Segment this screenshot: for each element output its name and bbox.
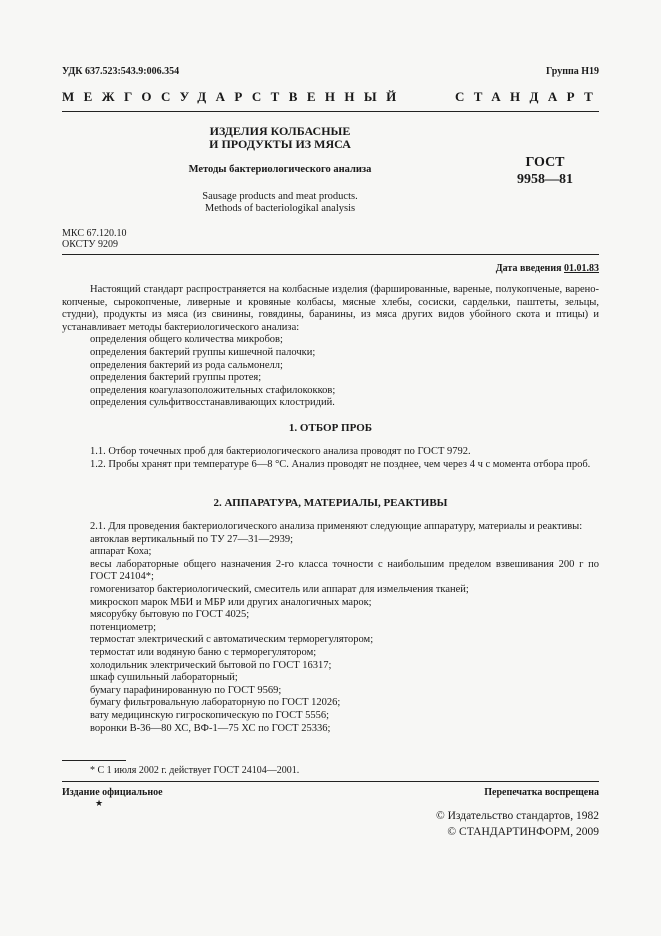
list-item: бумагу парафинированную по ГОСТ 9569; — [90, 684, 282, 696]
list-item: термостат или водяную баню с терморегулятором; — [90, 646, 317, 658]
paragraph-1-2: 1.2. Пробы хранят при температуре 6—8 °С. Анализ проводят не позднее, чем через 4 ч с момента отбора проб. — [90, 458, 591, 470]
banner-standard: СТАНДАРТ — [455, 89, 603, 104]
section-2-title: 2. АППАРАТУРА, МАТЕРИАЛЫ, РЕАКТИВЫ — [213, 497, 448, 509]
banner-interstate: МЕЖГОСУДАРСТВЕННЫЙ — [62, 89, 406, 104]
section-1-body — [62, 446, 599, 471]
english-title-2: Methods of bacteriologikal analysis — [204, 203, 356, 214]
list-item: определения бактерий группы кишечной палочки; — [90, 346, 316, 358]
gost-number: 9958—81 — [517, 172, 573, 187]
group-code: Группа Н19 — [546, 66, 599, 77]
copyright-2009: © СТАНДАРТИНФОРМ, 2009 — [447, 826, 599, 838]
list-item: термостат электрический с автоматическим терморегулятором; — [90, 634, 374, 646]
intro-paragraph: Настоящий стандарт распространяется на колбасные изделия (фаршированные, вареные, полукопченые, варено-копченые, сырокопченые, ливерные и кровяные колбасы, мясные хлебы, сосиски, сардельки, паштеты, зельцы, студни), продукты из мяса (из свинины, говядины, баранины, из мяса других видов убойного скота и птицы) и устанавливает методы бактериологического анализа: — [62, 284, 599, 333]
list-item: автоклав вертикальный по ТУ 27—31—2939; — [90, 533, 294, 545]
list-item: бумагу фильтровальную лабораторную по ГОСТ 12026; — [90, 697, 341, 709]
official-edition: Издание официальное — [62, 787, 163, 798]
title-line-2: И ПРОДУКТЫ ИЗ МЯСА — [209, 137, 351, 151]
footnote-rule — [62, 760, 126, 761]
list-item: потенциометр; — [90, 621, 157, 633]
intro-section — [62, 284, 599, 410]
footnote: * С 1 июля 2002 г. действует ГОСТ 24104—2001. — [90, 765, 300, 776]
list-item: аппарат Коха; — [90, 546, 152, 558]
intro-date-label: Дата введения — [495, 263, 562, 274]
list-item: весы лабораторные общего назначения 2-го класса точности с наибольшим пределом взвешивания 200 г по ГОСТ 24104*; — [90, 558, 599, 583]
list-item: определения бактерий группы протея; — [90, 372, 262, 384]
list-item: микроскоп марок МБИ и МБР или других аналогичных марок; — [90, 596, 372, 608]
star-icon: ★ — [95, 798, 104, 808]
copyright-1982: © Издательство стандартов, 1982 — [435, 810, 599, 822]
footer-rule — [62, 781, 599, 782]
header-rule — [62, 111, 599, 112]
udk-code: УДК 637.523:543.9:006.354 — [62, 66, 180, 77]
gost-label: ГОСТ — [525, 155, 565, 170]
list-item: воронки В-36—80 ХС, ВФ-1—75 ХС по ГОСТ 25336; — [90, 722, 331, 734]
paragraph-1-1: 1.1. Отбор точечных проб для бактериологического анализа проводят по ГОСТ 9792. — [90, 446, 471, 457]
intro-date — [496, 263, 599, 274]
english-title-1: Sausage products and meat products. — [202, 191, 358, 202]
list-item: определения бактерий из рода сальмонелл; — [90, 359, 283, 371]
section-2-body — [62, 521, 599, 735]
subtitle: Методы бактериологического анализа — [188, 164, 372, 175]
intro-date-value: 01.01.83 — [564, 263, 599, 274]
list-item: определения общего количества микробов; — [90, 334, 283, 346]
okstu-code: ОКСТУ 9209 — [62, 239, 119, 250]
list-item: определения сульфитвосстанавливающих клостридий. — [90, 397, 335, 409]
reprint-notice: Перепечатка воспрещена — [484, 787, 599, 798]
list-item: холодильник электрический бытовой по ГОСТ 16317; — [90, 659, 332, 671]
list-item: вату медицинскую гигроскопическую по ГОСТ 5556; — [90, 709, 330, 721]
list-item: определения коагулазоположительных стафилококков; — [90, 384, 336, 396]
codes-rule — [62, 254, 599, 255]
section-1-title: 1. ОТБОР ПРОБ — [288, 422, 373, 434]
list-item: мясорубку бытовую по ГОСТ 4025; — [90, 609, 250, 621]
mks-code: МКС 67.120.10 — [62, 228, 127, 239]
list-item: шкаф сушильный лабораторный; — [90, 672, 238, 684]
paragraph-2-1: 2.1. Для проведения бактериологического анализа применяют следующие аппаратуру, материалы и реактивы: — [90, 521, 583, 532]
list-item: гомогенизатор бактериологический, смеситель или аппарат для измельчения тканей; — [90, 583, 469, 595]
title-line-1: ИЗДЕЛИЯ КОЛБАСНЫЕ — [209, 124, 351, 138]
